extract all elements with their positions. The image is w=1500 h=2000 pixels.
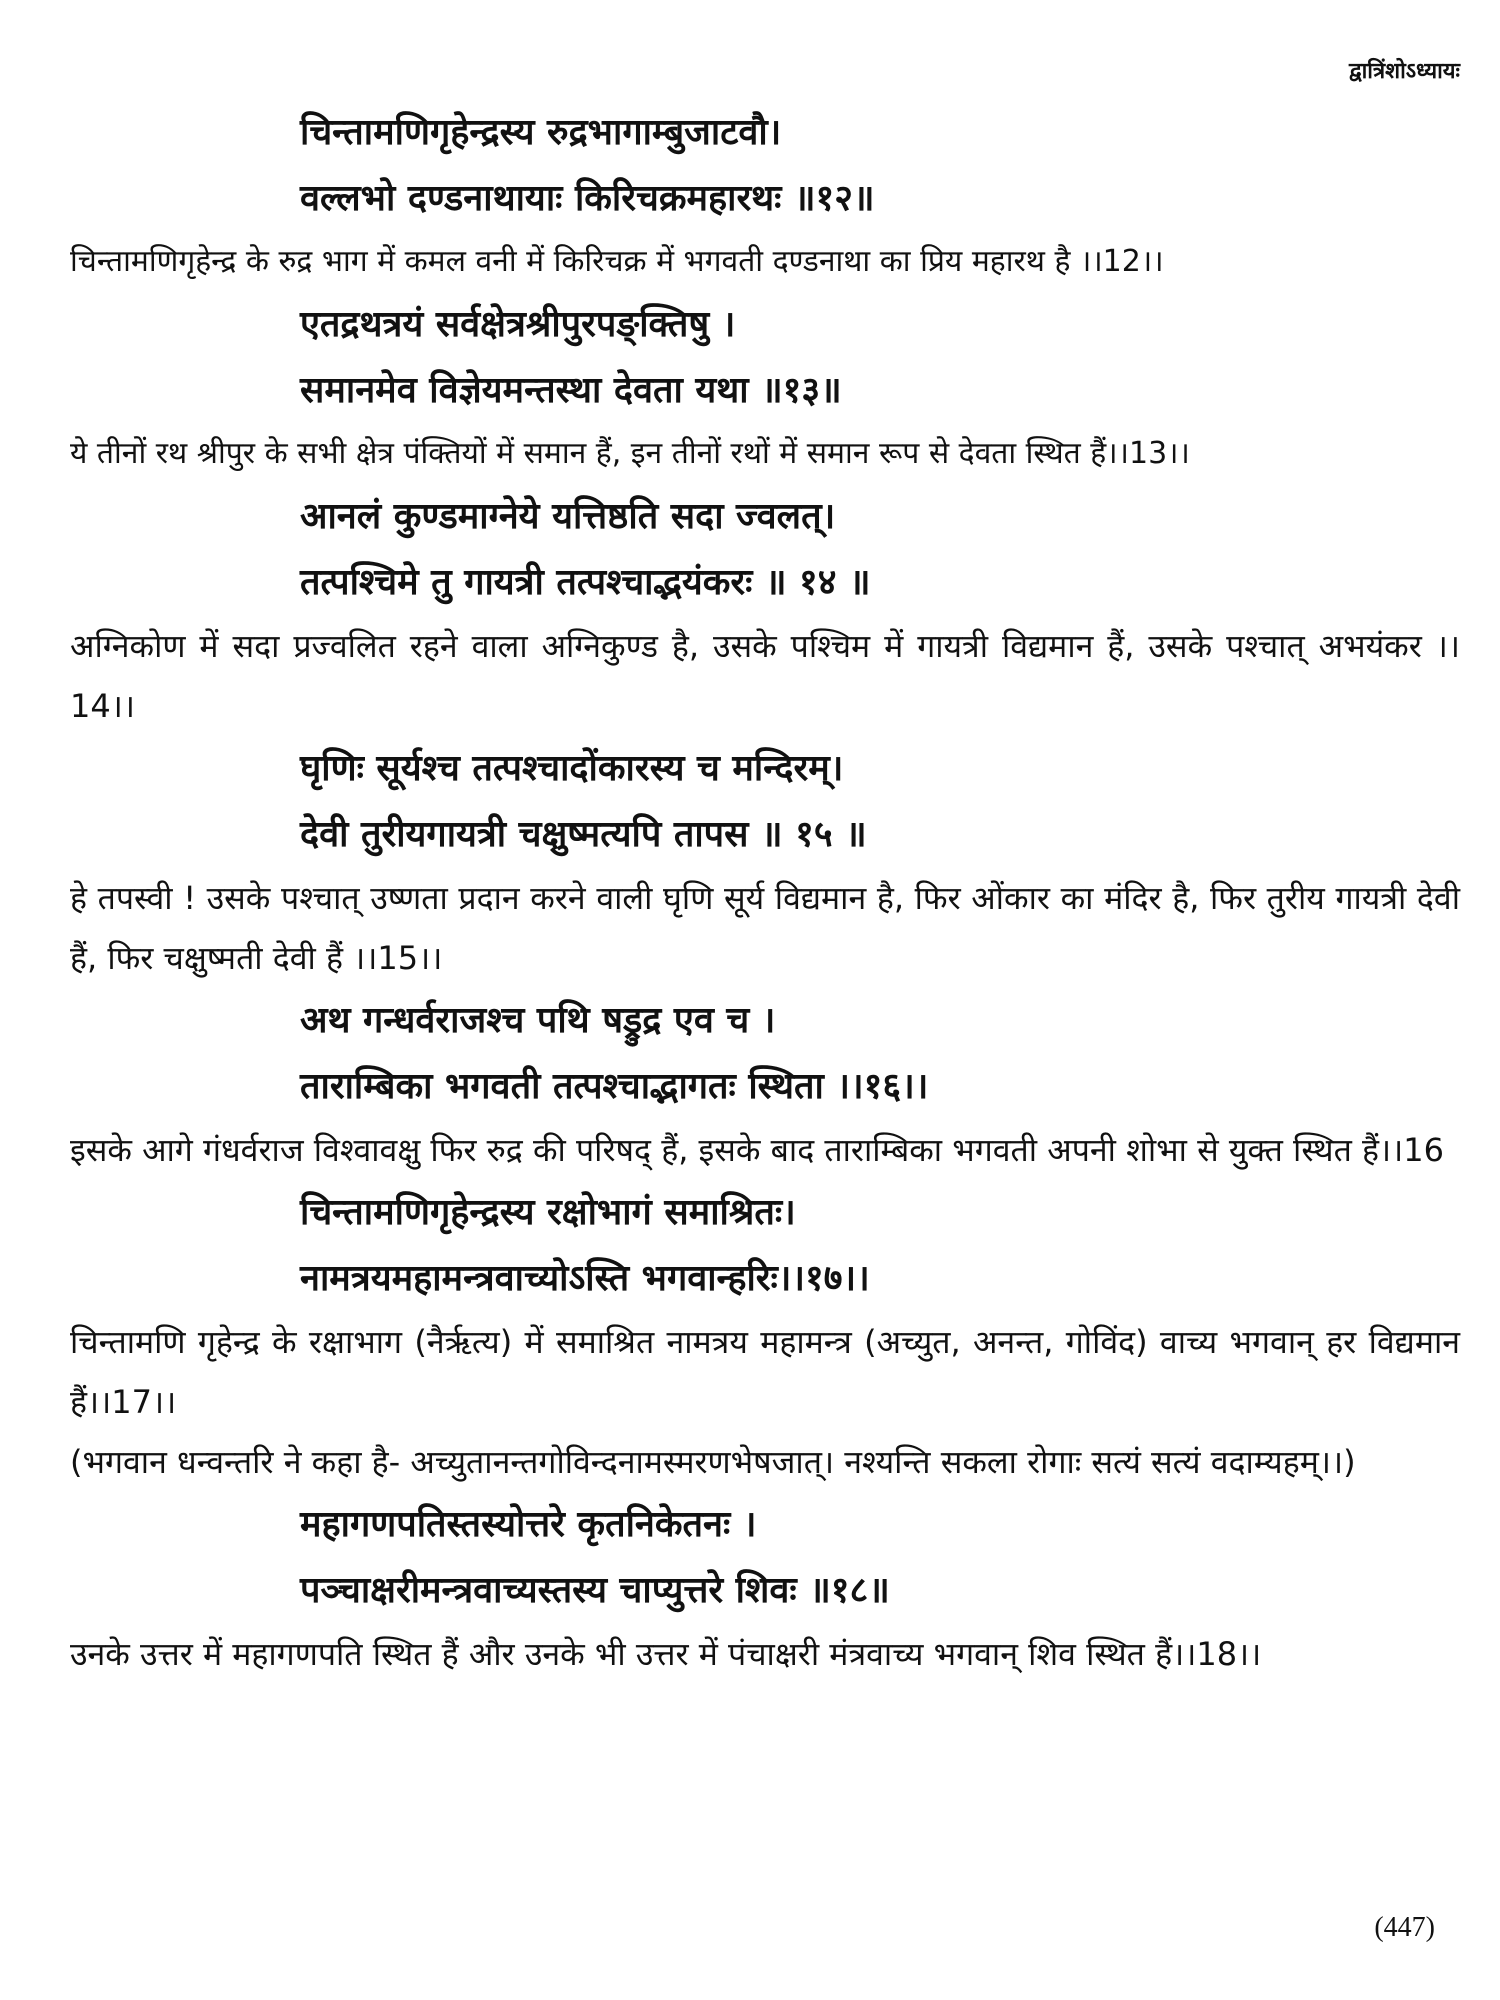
verse-block-17 (70, 1180, 1460, 1492)
sanskrit-verse-line: महागणपतिस्तस्योत्तरे कृतनिकेतनः । (300, 1504, 757, 1545)
sanskrit-verse-line: ताराम्बिका भगवती तत्पश्चाद्भागतः स्थिता ।।१६।। (300, 1066, 929, 1107)
hindi-translation: चिन्तामणिगृहेन्द्र के रुद्र भाग में कमल वनी में किरिचक्र में भगवती दण्डनाथा का प्रिय महारथ है ।।12।। (70, 244, 1164, 279)
verse-block-16 (70, 988, 1460, 1180)
parenthetical-note: (भगवान धन्वन्तरि ने कहा है- अच्युतानन्तगोविन्दनामस्मरणभेषजात्। नश्यन्ति सकला रोगाः सत्यं सत्यं वदाम्यहम्।।) (70, 1443, 1356, 1481)
sanskrit-verse-line: समानमेव विज्ञेयमन्तस्था देवता यथा ॥१३॥ (300, 370, 842, 411)
hindi-translation: अग्निकोण में सदा प्रज्वलित रहने वाला अग्निकुण्ड है, उसके पश्चिम में गायत्री विद्यमान हैं, उसके पश्चात् अभयंकर ।।14।। (70, 627, 1460, 725)
sanskrit-verse-line: एतद्रथत्रयं सर्वक्षेत्रश्रीपुरपङ्क्तिषु । (300, 304, 736, 345)
sanskrit-verse-line: घृणिः सूर्यश्च तत्पश्चादोंकारस्य च मन्दिरम्। (300, 748, 844, 789)
hindi-translation: उनके उत्तर में महागणपति स्थित हैं और उनके भी उत्तर में पंचाक्षरी मंत्रवाच्य भगवान् शिव स्थित हैं।।18।। (70, 1635, 1262, 1673)
page-content (70, 100, 1460, 1684)
sanskrit-verse-line: चिन्तामणिगृहेन्द्रस्य रुद्रभागाम्बुजाटवौ। (300, 112, 782, 153)
hindi-translation: हे तपस्वी ! उसके पश्चात् उष्णता प्रदान करने वाली घृणि सूर्य विद्यमान है, फिर ओंकार का मंदिर है, फिर तुरीय गायत्री देवी हैं, फिर चक्षुष्मती देवी हैं ।।15।। (70, 879, 1460, 977)
sanskrit-verse-line: पञ्चाक्षरीमन्त्रवाच्यस्तस्य चाप्युत्तरे शिवः ॥१८॥ (300, 1570, 890, 1611)
verse-block-12 (70, 100, 1460, 292)
verse-block-14 (70, 484, 1460, 736)
verse-block-13 (70, 292, 1460, 484)
running-head-chapter-title: द्वात्रिंशोऽध्यायः (1348, 59, 1460, 84)
sanskrit-verse-line: आनलं कुण्डमाग्नेये यत्तिष्ठति सदा ज्वलत्। (300, 496, 836, 537)
hindi-translation: इसके आगे गंधर्वराज विश्वावक्षु फिर रुद्र की परिषद् हैं, इसके बाद ताराम्बिका भगवती अपनी शोभा से युक्त स्थित हैं।।16 (70, 1131, 1444, 1169)
sanskrit-verse-line: नामत्रयमहामन्त्रवाच्योऽस्ति भगवान्हरिः।।१७।। (300, 1258, 870, 1299)
hindi-translation: ये तीनों रथ श्रीपुर के सभी क्षेत्र पंक्तियों में समान हैं, इन तीनों रथों में समान रूप से देवता स्थित हैं।।13।। (70, 436, 1190, 471)
page-number: (447) (1374, 1912, 1435, 1943)
sanskrit-verse-line: देवी तुरीयगायत्री चक्षुष्मत्यपि तापस ॥ १५ ॥ (300, 814, 867, 855)
sanskrit-verse-line: तत्पश्चिमे तु गायत्री तत्पश्चाद्भयंकरः ॥ १४ ॥ (300, 562, 871, 603)
verse-block-18 (70, 1492, 1460, 1684)
verse-block-15 (70, 736, 1460, 988)
sanskrit-verse-line: अथ गन्धर्वराजश्च पथि षड्रुद्र एव च । (300, 1000, 776, 1041)
hindi-translation: चिन्तामणि गृहेन्द्र के रक्षाभाग (नैर्ऋत्य) में समाश्रित नामत्रय महामन्त्र (अच्युत, अनन्त, गोविंद) वाच्य भगवान् हर विद्यमान हैं।।17।। (70, 1323, 1460, 1421)
sanskrit-verse-line: चिन्तामणिगृहेन्द्रस्य रक्षोभागं समाश्रितः। (300, 1192, 796, 1233)
sanskrit-verse-line: वल्लभो दण्डनाथायाः किरिचक्रमहारथः ॥१२॥ (300, 178, 875, 219)
